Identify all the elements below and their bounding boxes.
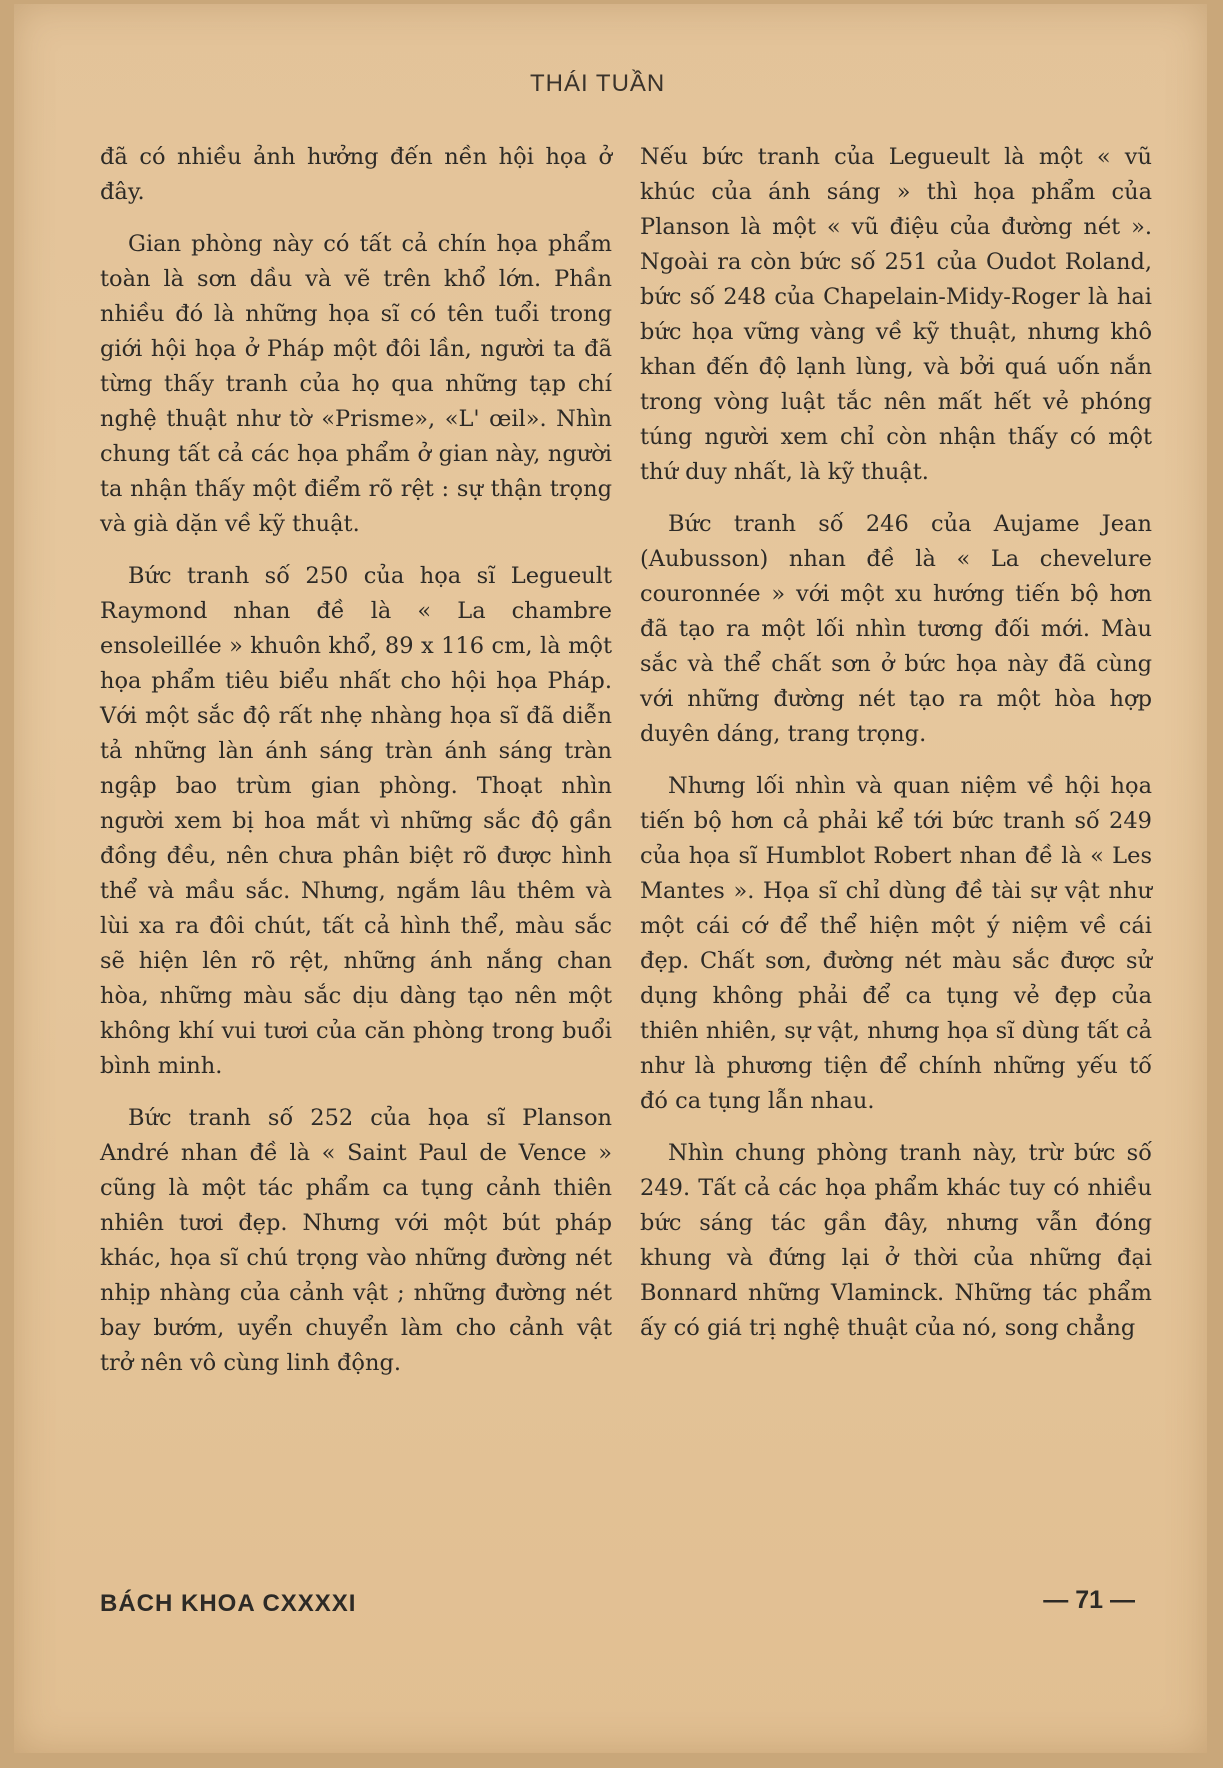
left-text-column <box>100 140 612 1381</box>
footer-page-number: — 71 — <box>1043 1586 1135 1614</box>
paragraph: Bức tranh số 246 của Aujame Jean (Aubusson) nhan đề là « La chevelure couronnée » với một xu hướng tiến bộ hơn đã tạo ra một lối nhìn tương đối mới. Màu sắc và thể chất sơn ở bức họa này đã cùng với những đường nét tạo ra một hòa hợp duyên dáng, trang trọng. <box>640 511 1152 747</box>
paragraph: Nhìn chung phòng tranh này, trừ bức số 249. Tất cả các họa phẩm khác tuy có nhiều bức sáng tác gần đây, nhưng vẫn đóng khung và đứng lại ở thời của những đại Bonnard những Vlaminck. Những tác phẩm ấy có giá trị nghệ thuật của nó, song chẳng <box>640 1140 1152 1341</box>
paragraph: Nếu bức tranh của Legueult là một « vũ khúc của ánh sáng » thì họa phẩm của Planson là một « vũ điệu của đường nét ». Ngoài ra còn bức số 251 của Oudot Roland, bức số 248 của Chapelain-Midy-Roger là hai bức họa vững vàng về kỹ thuật, nhưng khô khan đến độ lạnh lùng, và bởi quá uốn nắn trong vòng luật tắc nên mất hết vẻ phóng túng người xem chỉ còn nhận thấy có một thứ duy nhất, là kỹ thuật. <box>640 144 1152 485</box>
running-header-author: THÁI TUẦN <box>530 70 666 97</box>
footer-magazine-name: BÁCH KHOA CXXXXI <box>100 1590 357 1617</box>
right-text-column <box>640 140 1152 1346</box>
paragraph: Gian phòng này có tất cả chín họa phẩm toàn là sơn dầu và vẽ trên khổ lớn. Phần nhiều đó là những họa sĩ có tên tuổi trong giới hội họa ở Pháp một đôi lần, người ta đã từng thấy tranh của họ qua những tạp chí nghệ thuật như tờ «Prisme», «L' œil». Nhìn chung tất cả các họa phẩm ở gian này, người ta nhận thấy một điểm rõ rệt : sự thận trọng và già dặn về kỹ thuật. <box>100 231 612 537</box>
paragraph: Bức tranh số 250 của họa sĩ Legueult Raymond nhan đề là « La chambre ensoleillée » khuôn khổ, 89 x 116 cm, là một họa phẩm tiêu biểu nhất cho hội họa Pháp. Với một sắc độ rất nhẹ nhàng họa sĩ đã diễn tả những làn ánh sáng tràn ánh sáng tràn ngập bao trùm gian phòng. Thoạt nhìn người xem bị hoa mắt vì những sắc độ gần đồng đều, nên chưa phân biệt rõ được hình thể và mầu sắc. Nhưng, ngắm lâu thêm và lùi xa ra đôi chút, tất cả hình thể, màu sắc sẽ hiện lên rõ rệt, những ánh nắng chan hòa, những màu sắc dịu dàng tạo nên một không khí vui tươi của căn phòng trong buổi bình minh. <box>100 563 612 1079</box>
paragraph: Bức tranh số 252 của họa sĩ Planson André nhan đề là « Saint Paul de Vence » cũng là một tác phẩm ca tụng cảnh thiên nhiên tươi đẹp. Nhưng với một bút pháp khác, họa sĩ chú trọng vào những đường nét nhịp nhàng của cảnh vật ; những đường nét bay bướm, uyển chuyển làm cho cảnh vật trở nên vô cùng linh động. <box>100 1105 612 1376</box>
magazine-page <box>14 4 1207 1753</box>
paragraph: Nhưng lối nhìn và quan niệm về hội họa tiến bộ hơn cả phải kể tới bức tranh số 249 của họa sĩ Humblot Robert nhan đề là « Les Mantes ». Họa sĩ chỉ dùng đề tài sự vật như một cái cớ để thể hiện một ý niệm về cái đẹp. Chất sơn, đường nét màu sắc được sử dụng không phải để ca tụng vẻ đẹp của thiên nhiên, sự vật, nhưng họa sĩ dùng tất cả như là phương tiện để chính những yếu tố đó ca tụng lẫn nhau. <box>640 773 1152 1114</box>
paragraph: đã có nhiều ảnh hưởng đến nền hội họa ở đây. <box>100 144 612 205</box>
